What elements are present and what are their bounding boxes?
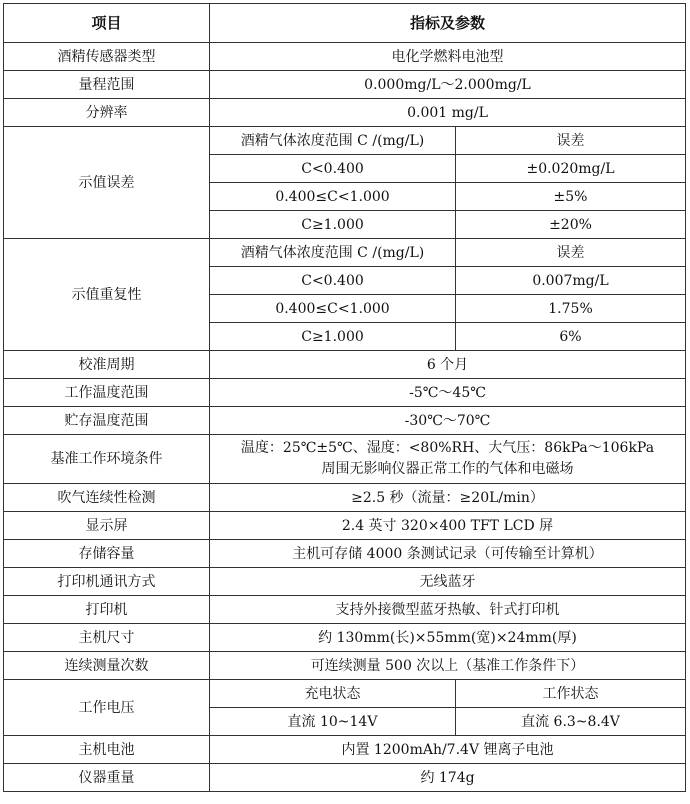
row-value — [210, 435, 686, 484]
ref-env-line: 周围无影响仪器正常工作的气体和电磁场 — [321, 461, 574, 477]
row-value: 支持外接微型蓝牙热敏、针式打印机 — [210, 596, 686, 624]
sub-value: 0.007mg/L — [456, 267, 686, 295]
row-label: 主机电池 — [4, 736, 210, 764]
row-label: 基准工作环境条件 — [4, 435, 210, 484]
row-label: 示值误差 — [4, 127, 210, 239]
spec-table — [3, 3, 686, 792]
sub-range: C≥1.000 — [210, 323, 456, 351]
row-value: 0.000mg/L～2.000mg/L — [210, 71, 686, 99]
row-label: 工作电压 — [4, 680, 210, 736]
row-label: 吹气连续性检测 — [4, 484, 210, 512]
row-value: ≥2.5 秒（流量：≥20L/min） — [210, 484, 686, 512]
table-row — [4, 624, 686, 652]
table-row — [4, 407, 686, 435]
sub-header: 误差 — [456, 239, 686, 267]
table-row — [4, 435, 686, 484]
table-row — [4, 43, 686, 71]
header-item: 项目 — [4, 4, 210, 43]
row-value: -30℃～70℃ — [210, 407, 686, 435]
row-value: 电化学燃料电池型 — [210, 43, 686, 71]
sub-value: ±5% — [456, 183, 686, 211]
sub-range: 0.400≤C<1.000 — [210, 295, 456, 323]
sub-header: 误差 — [456, 127, 686, 155]
table-row — [4, 239, 686, 267]
header-row — [4, 4, 686, 43]
sub-value: ±20% — [456, 211, 686, 239]
ref-env-line: 温度：25℃±5℃、湿度：<80%RH、大气压：86kPa～106kPa — [240, 440, 655, 456]
table-row — [4, 379, 686, 407]
row-label: 打印机 — [4, 596, 210, 624]
sub-header: 酒精气体浓度范围 C /(mg/L) — [210, 239, 456, 267]
sub-header: 充电状态 — [210, 680, 456, 708]
table-row — [4, 351, 686, 379]
sub-value: ±0.020mg/L — [456, 155, 686, 183]
sub-range: C≥1.000 — [210, 211, 456, 239]
row-label: 贮存温度范围 — [4, 407, 210, 435]
sub-value: 直流 6.3~8.4V — [456, 708, 686, 736]
row-value: 2.4 英寸 320×400 TFT LCD 屏 — [210, 512, 686, 540]
sub-header: 酒精气体浓度范围 C /(mg/L) — [210, 127, 456, 155]
row-label: 连续测量次数 — [4, 652, 210, 680]
row-value: 可连续测量 500 次以上（基准工作条件下） — [210, 652, 686, 680]
table-row — [4, 540, 686, 568]
table-row — [4, 512, 686, 540]
row-label: 校准周期 — [4, 351, 210, 379]
sub-range: C<0.400 — [210, 267, 456, 295]
row-value: 主机可存储 4000 条测试记录（可传输至计算机） — [210, 540, 686, 568]
table-row — [4, 484, 686, 512]
sub-value: 直流 10~14V — [210, 708, 456, 736]
sub-value: 6% — [456, 323, 686, 351]
table-row — [4, 736, 686, 764]
table-row — [4, 652, 686, 680]
table-row — [4, 680, 686, 708]
header-spec: 指标及参数 — [210, 4, 686, 43]
row-value: 6 个月 — [210, 351, 686, 379]
table-row — [4, 596, 686, 624]
row-label: 存储容量 — [4, 540, 210, 568]
row-label: 主机尺寸 — [4, 624, 210, 652]
row-value: 0.001 mg/L — [210, 99, 686, 127]
sub-header: 工作状态 — [456, 680, 686, 708]
row-label: 酒精传感器类型 — [4, 43, 210, 71]
table-row — [4, 127, 686, 155]
row-label: 打印机通讯方式 — [4, 568, 210, 596]
sub-range: C<0.400 — [210, 155, 456, 183]
row-label: 显示屏 — [4, 512, 210, 540]
row-label: 仪器重量 — [4, 764, 210, 792]
row-label: 示值重复性 — [4, 239, 210, 351]
table-row — [4, 71, 686, 99]
sub-value: 1.75% — [456, 295, 686, 323]
row-value: 无线蓝牙 — [210, 568, 686, 596]
table-row — [4, 764, 686, 792]
row-value: 约 130mm(长)×55mm(宽)×24mm(厚) — [210, 624, 686, 652]
sub-range: 0.400≤C<1.000 — [210, 183, 456, 211]
row-value: -5℃～45℃ — [210, 379, 686, 407]
row-value: 内置 1200mAh/7.4V 锂离子电池 — [210, 736, 686, 764]
row-label: 工作温度范围 — [4, 379, 210, 407]
row-value: 约 174g — [210, 764, 686, 792]
table-row — [4, 568, 686, 596]
row-label: 分辨率 — [4, 99, 210, 127]
row-label: 量程范围 — [4, 71, 210, 99]
table-row — [4, 99, 686, 127]
